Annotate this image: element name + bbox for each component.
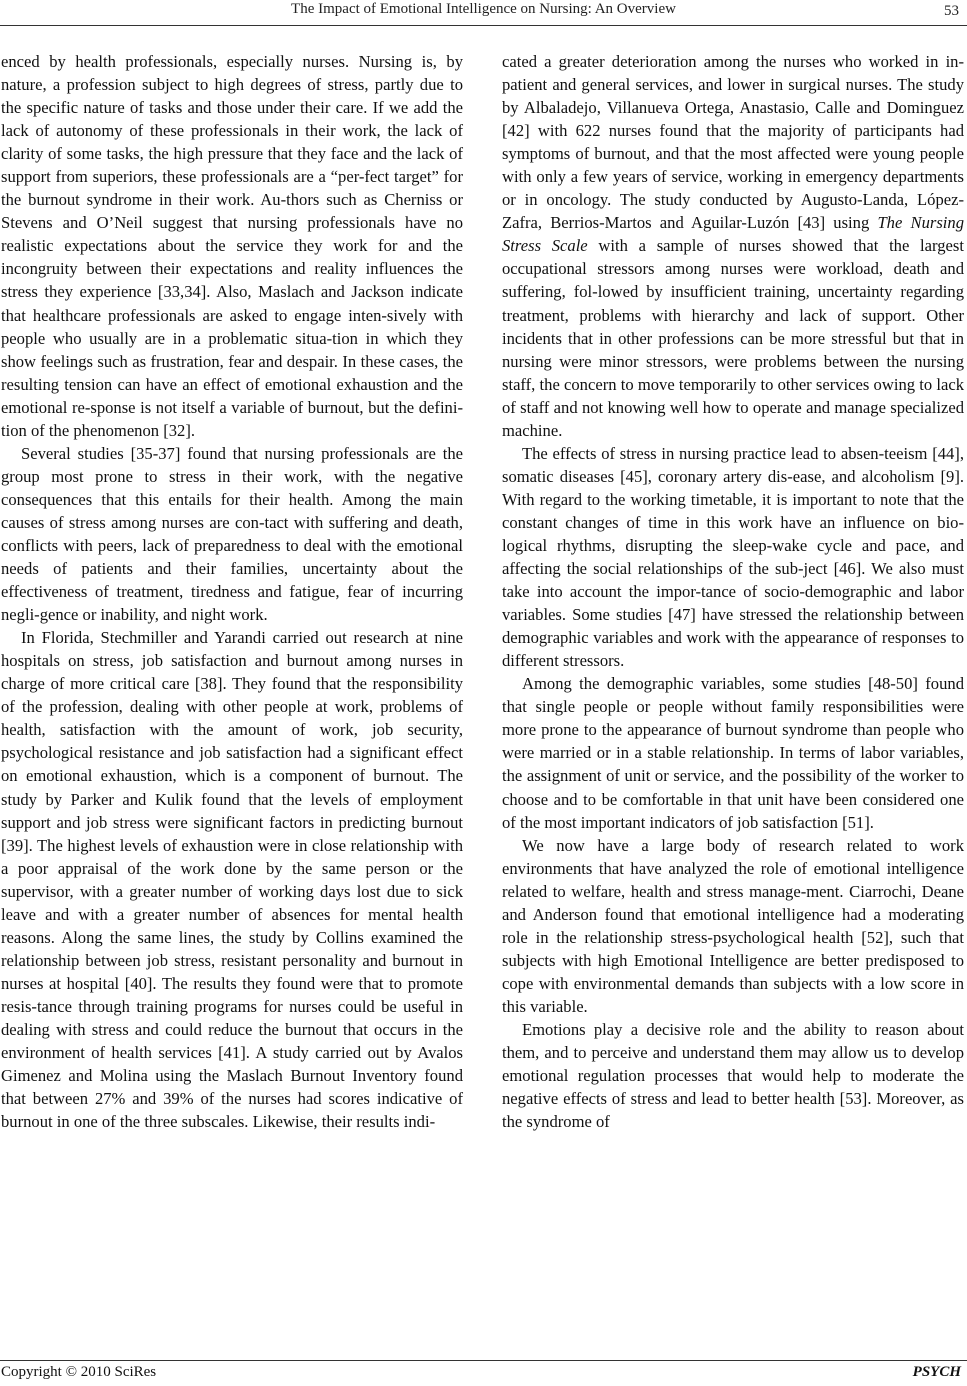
body-paragraph: Among the demographic variables, some studies [48-50] found that single people or people without family responsibilities were more prone to the appearance of burnout syndrome than people who were married or in a stable relationship. In terms of labor variables, the assignment of unit or service, and the possibility of the worker to choose and to be comfortable in that unit have been considered one of the most important indicators of job satisfaction [51].: [502, 674, 964, 832]
journal-name: PSYCH: [912, 1364, 961, 1380]
scale-name: The Nursing Stress Scale: [502, 213, 965, 256]
body-paragraph: Emotions play a decisive role and the ability to reason about them, and to perceive and understand them may allow us to develop emotional regulation processes that would help to moderate the negative effects of stress and lead to better health [53]. Moreover, as the syndrome of: [502, 1019, 964, 1132]
body-paragraph: In Florida, Stechmiller and Yarandi carried out research at nine hospitals on stress, job satisfaction and burnout among nurses in charge of more critical care [38]. They found that the responsibility of the profession, dealing with other people at work, problems of health, satisfaction with the amount of work, job security, psychological resistance and job satisfaction had a significant effect on emotional exhaustion, which is a component of burnout. The study by Parker and Kulik found that the levels of employment support and job stress were significant factors in predicting burnout [39]. The highest levels of exhaustion were in close relationship with a poor appraisal of the work done by the same person or the supervisor, with a greater number of working days lost due to sick leave and with a greater number of absences for mental health reasons. Along the same lines, the study by Collins examined the relationship between job stress, resistant personality and burnout in nurses at hospital [40]. The results they found were that to promote resis-tance through training programs for nurses could be useful in dealing with stress and could reduce the burnout that occurs in the environment of health services [41]. A study carried out by Avalos Gimenez and Molina using the Maslach Burnout Inventory found that between 27% and 39% of the nurses had scores indicative of burnout in one of the three subscales. Likewise, their results indi-: [1, 628, 463, 1132]
body-paragraph: enced by health professionals, especially nurses. Nursing is, by nature, a profession subject to high degrees of stress, partly due to the specific nature of tasks and those under their care. If we add the lack of autonomy of these professionals in their work, the lack of clarity of some tasks, the high pressure that they face and the lack of support from superiors, these professionals are a “per-fect target” for the burnout syndrome in their work. Au-thors such as Cherniss or Stevens and O’Neil suggest that nursing professionals have no realistic expectations about the service they work for and the incongruity between their expectations and reality influences the stress they experience [33,34]. Also, Maslach and Jackson indicate that healthcare professionals are asked to engage inten-sively with people who usually are in a problematic situa-tion in which they show feelings such as frustration, fear and despair. In these cases, the resulting tension can have an effect of emotional exhaustion and the emotional re-sponse is not itself a variable of burnout, but the defini-tion of the phenomenon [32].: [1, 52, 463, 440]
page-number: 53: [944, 3, 959, 19]
copyright-notice: Copyright © 2010 SciRes: [1, 1364, 157, 1380]
left-column: [1, 50, 463, 1133]
page-header: [0, 0, 967, 26]
header-divider: [0, 25, 967, 26]
body-paragraph: Several studies [35-37] found that nursing professionals are the group most prone to stress in their work, with the negative consequences that this entails for their health. Among the main causes of stress among nurses are con-tact with suffering and death, conflicts with peers, lack of preparedness to deal with the emotional needs of patients and their families, uncertainty about the effectiveness of treatment, tiredness and fatigue, fear of incurring negli-gence or inability, and night work.: [1, 443, 463, 625]
body-paragraph: [502, 50, 964, 442]
paragraph-text: with a sample of nurses showed that the largest occupational stressors among nurses were workload, death and suffering, fol-lowed by insufficient training, uncertainty regarding treatment, problems with hierarchy and lack of support. Other incidents that in other professions can be more stressful but that in nursing were minor stressors, were problems between the nursing staff, the concern to move temporarily to other services owing to lack of staff and not knowing well how to operate and manage specialized machine.: [502, 236, 964, 440]
right-column: [502, 50, 964, 1133]
paragraph-text: cated a greater deterioration among the nurses who worked in in-patient and general services, and lower in surgical nurses. The study by Albaladejo, Villanueva Ortega, Anastasio, Calle and Dominguez [42] with 622 nurses found that the majority of participants had symptoms of burnout, and that the most affected were young people with only a few years of service, working in emergency departments or in oncology. The study conducted by Augusto-Landa, López-Zafra, Berrios-Martos and Aguilar-Luzón [43] using: [502, 52, 964, 233]
footer-divider: [0, 1360, 967, 1361]
body-paragraph: We now have a large body of research related to work environments that have analyzed the role of emotional intelligence related to welfare, health and stress manage-ment. Ciarrochi, Deane and Anderson found that emotional intelligence had a moderating role in the relationship stress-psychological health [52], such that subjects with high Emotional Intelligence are better predisposed to cope with environmental demands than subjects with a low score in this variable.: [502, 835, 964, 1016]
running-title: The Impact of Emotional Intelligence on Nursing: An Overview: [291, 1, 676, 17]
body-paragraph: The effects of stress in nursing practice lead to absen-teeism [44], somatic diseases [45], coronary artery dis-ease, and alcoholism [9]. With regard to the working timetable, it is important to note that the constant changes of time in this work have an influence on bio-logical rhythms, disrupting the sleep-wake cycle and pace, and affecting the social relationships of the sub-ject [46]. We also must take into account the impor-tance of socio-demographic and labor variables. Some studies [47] have stressed the relationship between demographic variables and work with the appearance of responses to different stressors.: [502, 443, 964, 671]
